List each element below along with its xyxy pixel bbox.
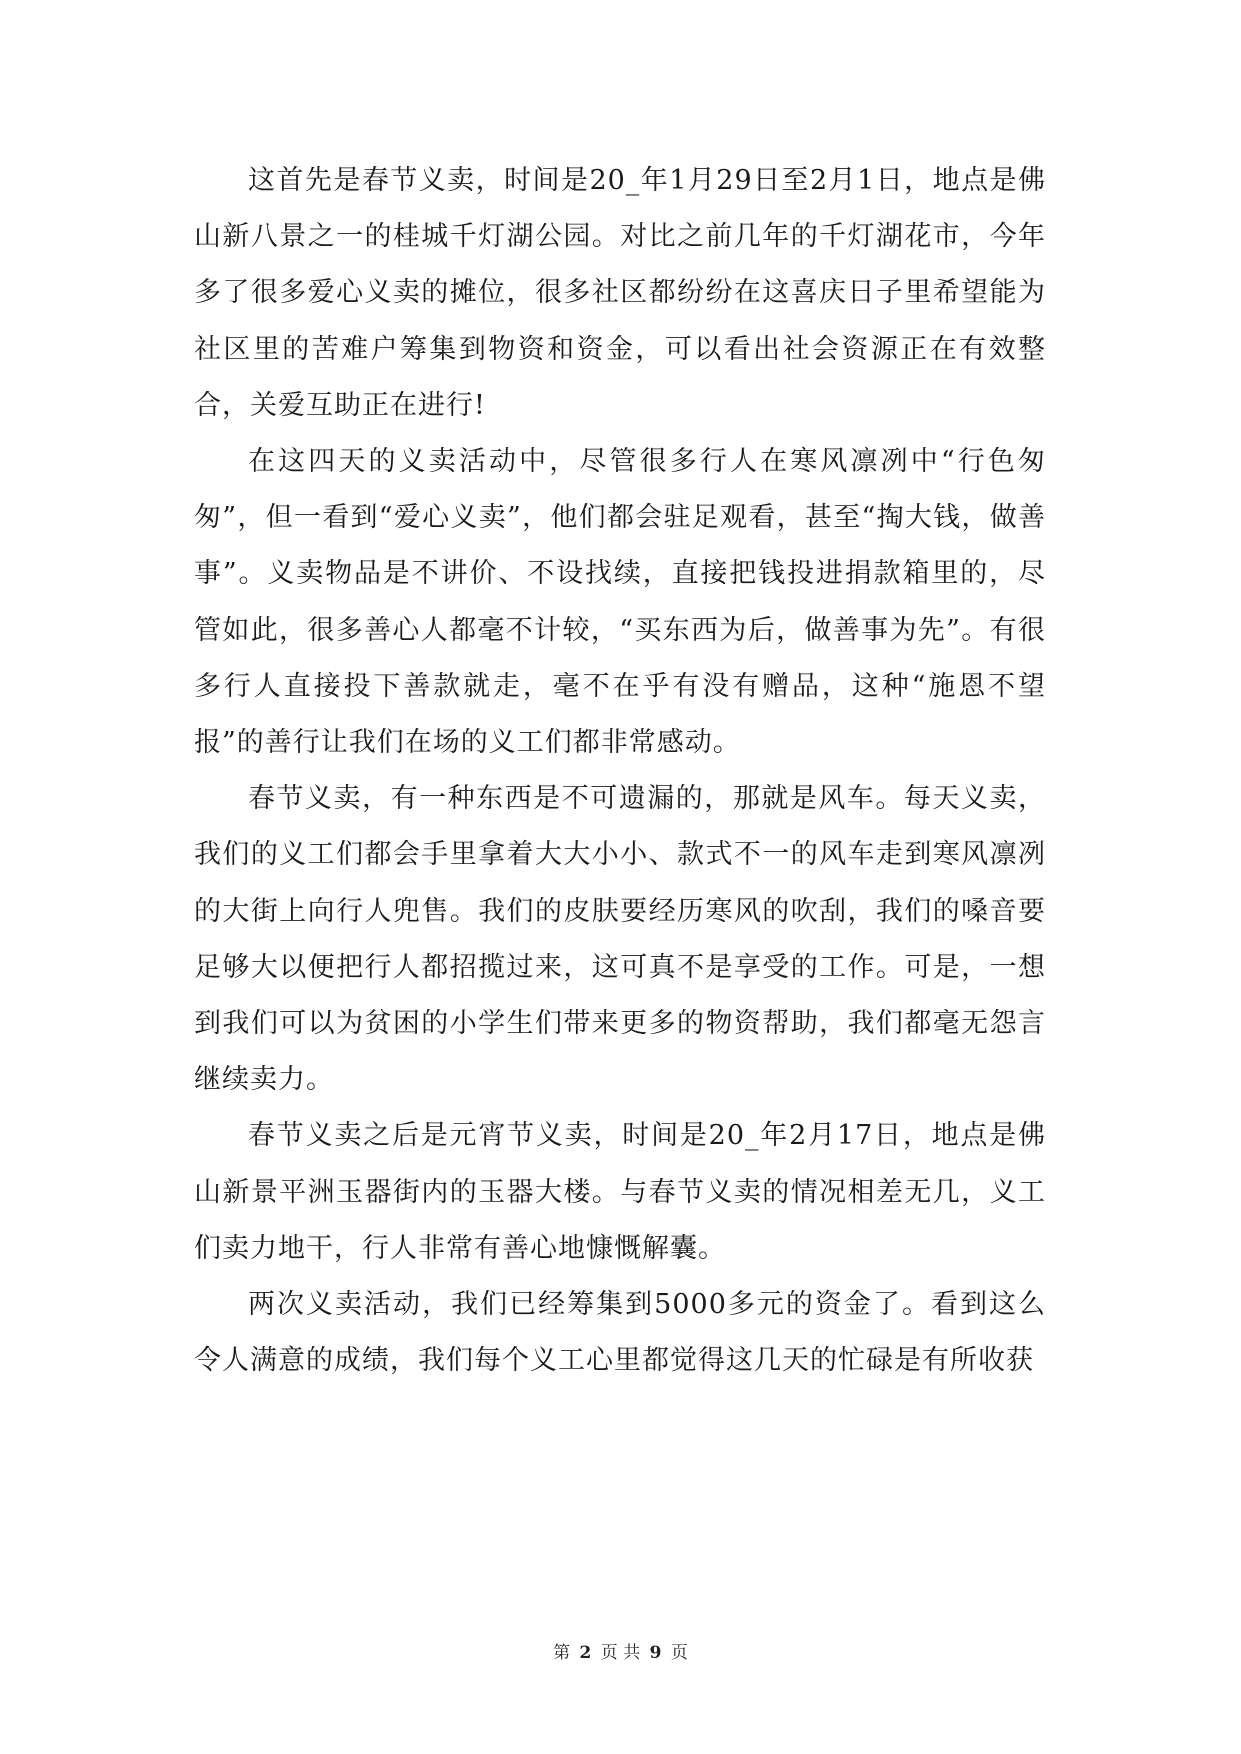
paragraph-3: 春节义卖，有一种东西是不可遗漏的，那就是风车。每天义卖，我们的义工们都会手里拿着大大小小、款式不一的风车走到寒风凛冽的大街上向行人兜售。我们的皮肤要经历寒风的吹刮，我们的嗓音要足够大以便把行人都招揽过来，这可真不是享受的工作。可是，一想到我们可以为贫困的小学生们带来更多的物资帮助，我们都毫无怨言继续卖力。 — [194, 783, 1046, 1096]
paragraph-2: 在这四天的义卖活动中，尽管很多行人在寒风凛冽中“行色匆匆”，但一看到“爱心义卖”，他们都会驻足观看，甚至“掏大钱，做善事”。义卖物品是不讲价、不设找续，直接把钱投进捐款箱里的，尽管如此，很多善心人都毫不计较，“买东西为后，做善事为先”。有很多行人直接投下善款就走，毫不在乎有没有赠品，这种“施恩不望报”的善行让我们在场的义工们都非常感动。 — [194, 446, 1046, 759]
footer-prefix: 第 — [553, 1643, 571, 1663]
footer-current-page: 2 — [579, 1643, 592, 1663]
paragraph-5: 两次义卖活动，我们已经筹集到5000多元的资金了。看到这么令人满意的成绩，我们每个义工心里都觉得这几天的忙碌是有所收获 — [194, 1289, 1046, 1377]
body-text — [194, 153, 1046, 1389]
footer-total-pages: 9 — [649, 1643, 662, 1663]
footer-suffix: 页 — [670, 1643, 688, 1663]
paragraph-4: 春节义卖之后是元宵节义卖，时间是20_年2月17日，地点是佛山新景平洲玉器街内的玉器大楼。与春节义卖的情况相差无几，义工们卖力地干，行人非常有善心地慷慨解囊。 — [194, 1120, 1046, 1264]
footer-middle: 页 共 — [600, 1643, 641, 1663]
page-footer — [0, 1641, 1241, 1665]
paragraph-1: 这首先是春节义卖，时间是20_年1月29日至2月1日，地点是佛山新八景之一的桂城千灯湖公园。对比之前几年的千灯湖花市，今年多了很多爱心义卖的摊位，很多社区都纷纷在这喜庆日子里希望能为社区里的苦难户筹集到物资和资金，可以看出社会资源正在有效整合，关爱互助正在进行! — [194, 165, 1046, 421]
